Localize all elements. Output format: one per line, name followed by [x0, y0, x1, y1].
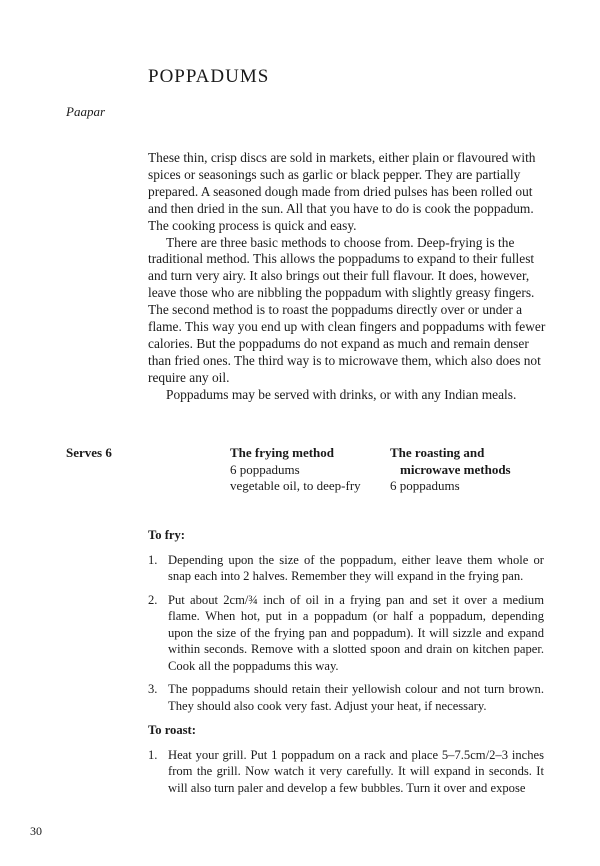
frying-ingredients: [230, 445, 380, 495]
step-item: [148, 681, 544, 714]
recipe-title: POPPADUMS: [148, 66, 270, 87]
ingredient-item: 6 poppadums: [230, 461, 300, 477]
step-number: 1.: [148, 747, 158, 762]
step-number: 1.: [148, 552, 158, 567]
roasting-ingredients: [390, 445, 550, 495]
step-text: Heat your grill. Put 1 poppadum on a rack and place 5–7.5cm/2–3 inches from the grill. Now watch it very carefully. It will expand in seconds. It will also turn paler and develop a few bubbles. Turn it over and expose: [168, 747, 544, 795]
ingredient-item: 6 poppadums: [390, 478, 460, 493]
intro-paragraph: Poppadums may be served with drinks, or with any Indian meals.: [166, 386, 517, 402]
to-roast-heading: To roast:: [148, 723, 196, 737]
ingredient-item: vegetable oil, to deep-fry: [230, 478, 361, 493]
recipe-subtitle: Paapar: [66, 104, 105, 119]
to-fry-list: [148, 552, 544, 715]
step-item: [148, 592, 544, 675]
serves-label: Serves 6: [66, 445, 112, 460]
step-item: [148, 747, 544, 797]
roasting-method-heading: The roasting and: [390, 445, 485, 460]
frying-method-heading: The frying method: [230, 445, 334, 460]
step-number: 3.: [148, 682, 158, 696]
page-number: 30: [30, 824, 42, 838]
step-item: [148, 552, 544, 585]
step-number: 2.: [148, 592, 158, 607]
intro-text: [148, 150, 548, 404]
step-text: Depending upon the size of the poppadum, either leave them whole or snap each into 2 halves. Remember they will expand in the frying pan.: [168, 552, 544, 583]
roasting-method-heading-cont: microwave methods: [400, 461, 511, 477]
to-fry-heading: To fry:: [148, 528, 185, 542]
intro-paragraph: These thin, crisp discs are sold in markets, either plain or flavoured with spices or seasonings such as garlic or black pepper. They are partially prepared. A seasoned dough made from dried pulses has been rolled out and then dried in the sun. All that you have to do is cook the poppadum. The cooking process is quick and easy.: [148, 150, 536, 233]
step-text: Put about 2cm/¾ inch of oil in a frying pan and set it over a medium flame. When hot, put in a poppadum (or half a poppadum, depending upon the size of the frying pan and poppadum). It will sizzle and expand within seconds. Remove with a slotted spoon and drain on kitchen paper. Cook all the poppadums this way.: [168, 592, 544, 673]
to-roast-list: [148, 747, 544, 797]
method-steps: [148, 527, 544, 803]
step-text: The poppadums should retain their yellowish colour and not turn brown. They should also cook very fast. Adjust your heat, if necessary.: [168, 682, 544, 713]
intro-paragraph: There are three basic methods to choose from. Deep-frying is the traditional method. This allows the poppadums to expand to their fullest and turn very airy. It also brings out their full flavour. It does, however, leave those who are nibbling the poppadum with slightly greasy fingers. The second method is to roast the poppadums directly over or under a flame. This way you end up with clean fingers and poppadums with fewer calories. But the poppadums do not expand as much and remain denser than fried ones. The third way is to microwave them, which also does not require any oil.: [148, 234, 546, 385]
